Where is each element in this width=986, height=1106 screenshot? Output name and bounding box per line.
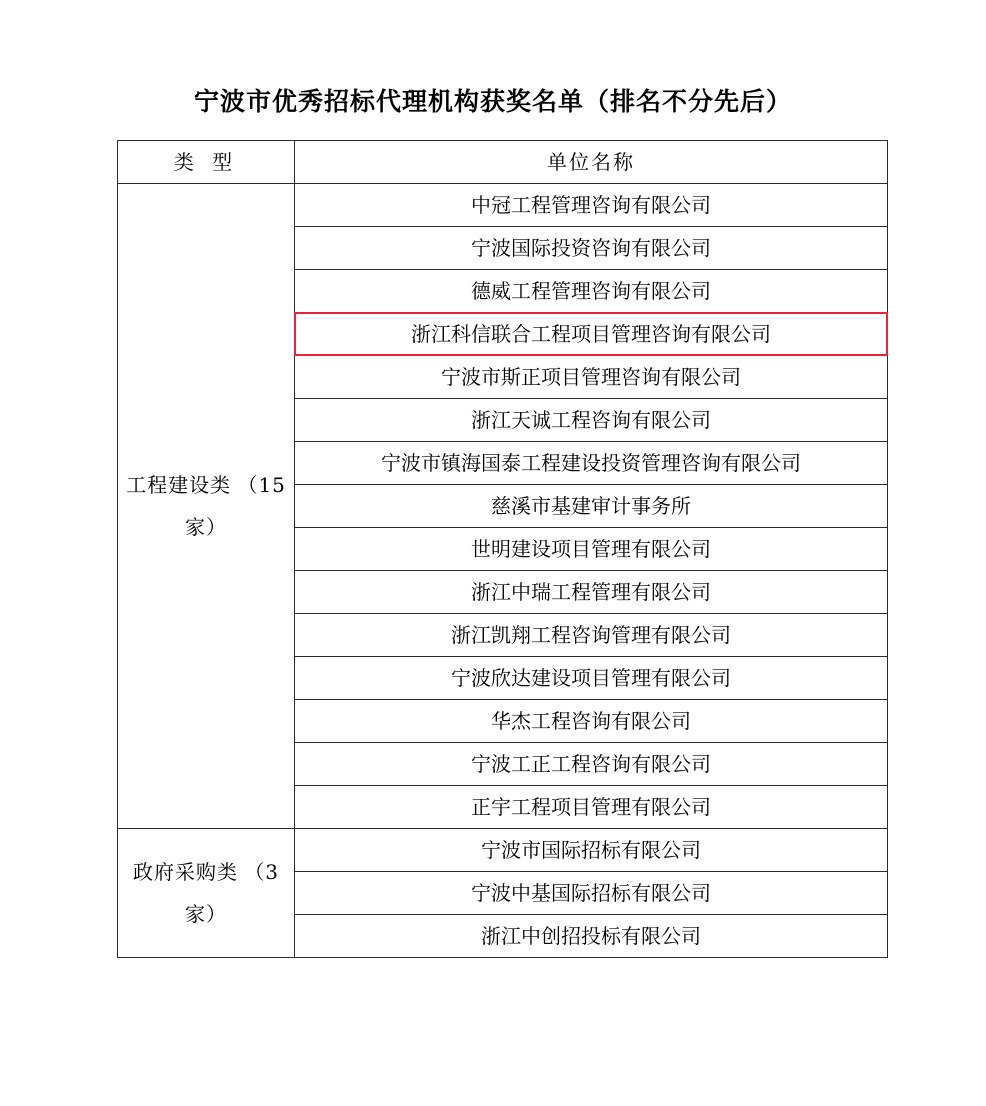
header-cell-name xyxy=(295,141,888,184)
group-type-count: （3家） xyxy=(185,860,280,926)
unit-name-cell: 浙江天诚工程咨询有限公司 xyxy=(295,399,888,442)
unit-name-cell: 慈溪市基建审计事务所 xyxy=(295,485,888,528)
unit-name-cell: 华杰工程咨询有限公司 xyxy=(295,700,888,743)
header-type-label: 类 型 xyxy=(173,149,239,174)
header-cell-type xyxy=(118,141,295,184)
award-table xyxy=(117,140,888,958)
unit-name-cell: 中冠工程管理咨询有限公司 xyxy=(295,184,888,227)
document-page xyxy=(0,82,986,1106)
unit-name-cell: 宁波工正工程咨询有限公司 xyxy=(295,743,888,786)
unit-name-cell: 浙江中创招投标有限公司 xyxy=(295,915,888,958)
unit-name-text: 浙江科信联合工程项目管理咨询有限公司 xyxy=(411,321,771,346)
group-type-label: 政府采购类 xyxy=(132,860,238,884)
group-type-cell-construction xyxy=(118,184,295,829)
unit-name-cell-highlighted xyxy=(295,313,888,356)
unit-name-cell: 正宇工程项目管理有限公司 xyxy=(295,786,888,829)
unit-name-cell: 浙江凯翔工程咨询管理有限公司 xyxy=(295,614,888,657)
page-title: 宁波市优秀招标代理机构获奖名单（排名不分先后） xyxy=(193,87,792,116)
award-table-body xyxy=(118,141,888,958)
unit-name-cell: 宁波市国际招标有限公司 xyxy=(295,829,888,872)
unit-name-cell: 宁波欣达建设项目管理有限公司 xyxy=(295,657,888,700)
unit-name-cell: 浙江中瑞工程管理有限公司 xyxy=(295,571,888,614)
award-table-wrapper xyxy=(117,140,869,958)
table-row xyxy=(118,184,888,227)
header-name-label: 单位名称 xyxy=(547,149,635,174)
unit-name-cell: 宁波中基国际招标有限公司 xyxy=(295,872,888,915)
table-header-row xyxy=(118,141,888,184)
unit-name-cell: 宁波国际投资咨询有限公司 xyxy=(295,227,888,270)
unit-name-cell: 宁波市斯正项目管理咨询有限公司 xyxy=(295,356,888,399)
table-row xyxy=(118,829,888,872)
group-type-count: （15家） xyxy=(185,473,286,539)
unit-name-cell: 世明建设项目管理有限公司 xyxy=(295,528,888,571)
group-type-label: 工程建设类 xyxy=(126,473,232,497)
unit-name-cell: 德威工程管理咨询有限公司 xyxy=(295,270,888,313)
unit-name-cell: 宁波市镇海国泰工程建设投资管理咨询有限公司 xyxy=(295,442,888,485)
group-type-cell-procurement xyxy=(118,829,295,958)
